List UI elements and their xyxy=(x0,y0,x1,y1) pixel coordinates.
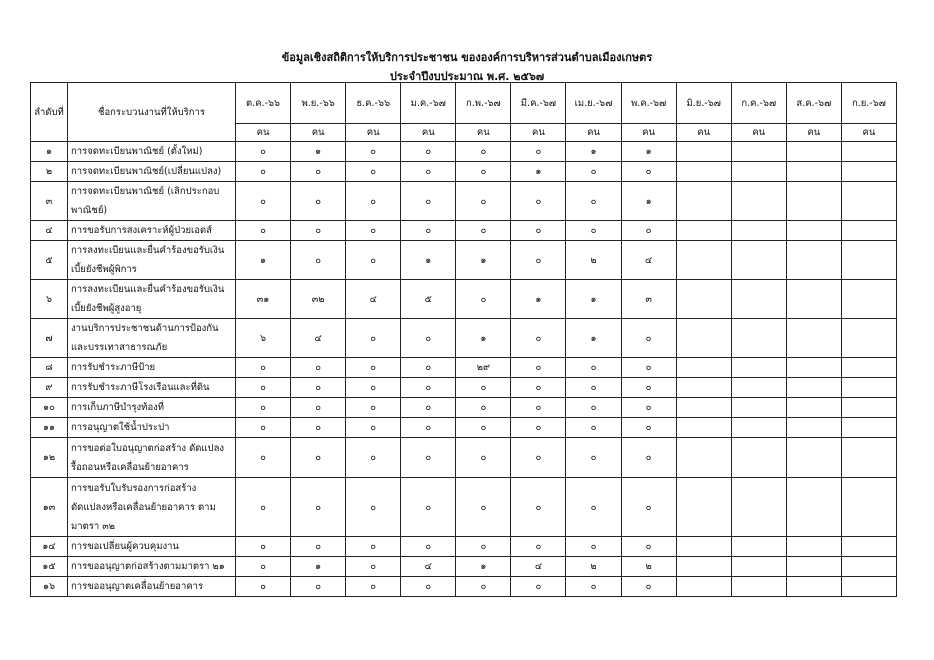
header-unit: คน xyxy=(456,124,511,142)
cell-value: ๐ xyxy=(346,319,401,358)
cell-value: ๐ xyxy=(401,162,456,182)
header-month: ธ.ค.-๖๖ xyxy=(346,83,401,124)
cell-value xyxy=(786,438,841,478)
service-name-line: การลงทะเบียนและยื่นคำร้องขอรับเงิน xyxy=(71,284,225,295)
service-name-line: การจดทะเบียนพาณิชย์(เปลี่ยนแปลง) xyxy=(71,166,222,177)
cell-value: ๐ xyxy=(511,221,566,241)
cell-value: ๐ xyxy=(236,418,291,438)
table-row xyxy=(31,319,897,358)
cell-value xyxy=(841,557,896,577)
cell-value: ๐ xyxy=(621,221,676,241)
header-month: ม.ค.-๖๗ xyxy=(401,83,456,124)
cell-value xyxy=(676,221,731,241)
cell-value xyxy=(731,557,786,577)
cell-value: ๐ xyxy=(511,241,566,280)
service-name-line: การลงทะเบียนและยื่นคำร้องขอรับเงิน xyxy=(71,245,225,256)
cell-value: ๑ xyxy=(566,280,621,319)
cell-value xyxy=(841,478,896,537)
cell-value: ๐ xyxy=(401,319,456,358)
header-index: ลำดับที่ xyxy=(31,83,68,142)
table-row xyxy=(31,221,897,241)
table-row xyxy=(31,378,897,398)
cell-value: ๔ xyxy=(291,319,346,358)
table-row xyxy=(31,182,897,221)
cell-value: ๑ xyxy=(511,162,566,182)
cell-value xyxy=(731,142,786,162)
cell-value: ๒ xyxy=(566,241,621,280)
service-name-line: เบี้ยยังชีพผู้สูงอายุ xyxy=(71,303,142,314)
cell-value: ๐ xyxy=(456,221,511,241)
cell-value: ๐ xyxy=(456,280,511,319)
cell-value xyxy=(731,537,786,557)
cell-value xyxy=(786,478,841,537)
service-name-line: การจดทะเบียนพาณิชย์ (เลิกประกอบ xyxy=(71,186,220,197)
cell-value xyxy=(731,221,786,241)
service-name-line: เบี้ยยังชีพผู้พิการ xyxy=(71,264,137,275)
cell-value xyxy=(841,358,896,378)
service-name-line: การขอรับการสงเคราะห์ผู้ป่วยเอดส์ xyxy=(71,225,212,236)
page-title: ข้อมูลเชิงสถิติการให้บริการประชาชน ขององค์การบริหารส่วนตำบลเมืองเกษตร xyxy=(281,51,653,64)
cell-value: ๑ xyxy=(401,241,456,280)
cell-value xyxy=(841,142,896,162)
row-index: ๖ xyxy=(31,280,68,319)
table-row xyxy=(31,398,897,418)
header-month: ก.ย.-๖๗ xyxy=(841,83,896,124)
row-index: ๑๕ xyxy=(31,557,68,577)
service-name-line: มาตรา ๓๒ xyxy=(71,520,115,532)
table-row xyxy=(31,280,897,319)
cell-value: ๐ xyxy=(566,378,621,398)
cell-value: ๐ xyxy=(401,142,456,162)
header-unit: คน xyxy=(621,124,676,142)
header-unit: คน xyxy=(511,124,566,142)
cell-value: ๐ xyxy=(236,162,291,182)
service-name xyxy=(68,142,236,162)
service-name-line: การรับชำระภาษีป้าย xyxy=(71,362,156,373)
service-name-line: ดัดแปลงหรือเคลื่อนย้ายอาคาร ตาม xyxy=(71,501,216,513)
header-month: มี.ค.-๖๗ xyxy=(511,83,566,124)
cell-value: ๐ xyxy=(511,537,566,557)
cell-value xyxy=(731,438,786,478)
cell-value: ๐ xyxy=(621,398,676,418)
cell-value xyxy=(731,162,786,182)
cell-value: ๐ xyxy=(236,537,291,557)
cell-value xyxy=(676,418,731,438)
row-index: ๙ xyxy=(31,378,68,398)
cell-value: ๐ xyxy=(236,378,291,398)
header-unit: คน xyxy=(291,124,346,142)
cell-value: ๑ xyxy=(291,142,346,162)
service-name xyxy=(68,398,236,418)
header-month: ก.พ.-๖๗ xyxy=(456,83,511,124)
header-unit: คน xyxy=(566,124,621,142)
service-name xyxy=(68,438,236,478)
cell-value xyxy=(786,537,841,557)
cell-value: ๐ xyxy=(456,398,511,418)
cell-value: ๐ xyxy=(456,182,511,221)
service-name xyxy=(68,241,236,280)
cell-value: ๐ xyxy=(291,438,346,478)
service-name-line: การเก็บภาษีบำรุงท้องที่ xyxy=(71,402,165,413)
cell-value xyxy=(786,142,841,162)
cell-value: ๐ xyxy=(511,358,566,378)
cell-value: ๐ xyxy=(346,162,401,182)
cell-value: ๒ xyxy=(566,557,621,577)
header-unit: คน xyxy=(401,124,456,142)
header-month: ก.ค.-๖๗ xyxy=(731,83,786,124)
cell-value xyxy=(786,358,841,378)
cell-value: ๑ xyxy=(566,142,621,162)
cell-value: ๐ xyxy=(511,378,566,398)
service-name xyxy=(68,478,236,537)
cell-value: ๐ xyxy=(511,418,566,438)
row-index: ๒ xyxy=(31,162,68,182)
cell-value: ๐ xyxy=(566,162,621,182)
service-name xyxy=(68,418,236,438)
cell-value xyxy=(841,537,896,557)
cell-value: ๐ xyxy=(291,537,346,557)
cell-value xyxy=(731,418,786,438)
cell-value: ๐ xyxy=(291,418,346,438)
cell-value: ๕ xyxy=(401,280,456,319)
table-row xyxy=(31,577,897,597)
row-index: ๓ xyxy=(31,182,68,221)
cell-value: ๐ xyxy=(566,537,621,557)
cell-value xyxy=(676,280,731,319)
cell-value: ๐ xyxy=(621,319,676,358)
cell-value xyxy=(841,398,896,418)
cell-value xyxy=(676,478,731,537)
table-row xyxy=(31,478,897,537)
row-index: ๗ xyxy=(31,319,68,358)
row-index: ๑๑ xyxy=(31,418,68,438)
cell-value: ๐ xyxy=(401,358,456,378)
cell-value: ๑ xyxy=(456,319,511,358)
cell-value: ๐ xyxy=(236,557,291,577)
cell-value: ๑ xyxy=(291,557,346,577)
row-index: ๘ xyxy=(31,358,68,378)
cell-value: ๐ xyxy=(291,358,346,378)
cell-value xyxy=(731,182,786,221)
service-name-line: การขอเปลี่ยนผู้ควบคุมงาน xyxy=(71,541,179,552)
cell-value: ๐ xyxy=(291,221,346,241)
cell-value: ๐ xyxy=(511,319,566,358)
header-month: พ.ค.-๖๗ xyxy=(621,83,676,124)
cell-value: ๖ xyxy=(236,319,291,358)
cell-value: ๒ xyxy=(621,557,676,577)
cell-value xyxy=(731,280,786,319)
cell-value: ๐ xyxy=(621,358,676,378)
row-index: ๑๖ xyxy=(31,577,68,597)
cell-value: ๐ xyxy=(566,438,621,478)
cell-value: ๐ xyxy=(291,162,346,182)
cell-value xyxy=(731,358,786,378)
cell-value xyxy=(786,241,841,280)
cell-value xyxy=(786,378,841,398)
cell-value: ๐ xyxy=(401,438,456,478)
table-row xyxy=(31,438,897,478)
table-row xyxy=(31,418,897,438)
cell-value: ๑ xyxy=(236,241,291,280)
cell-value xyxy=(731,241,786,280)
cell-value: ๔ xyxy=(511,557,566,577)
cell-value: ๔ xyxy=(346,280,401,319)
cell-value: ๐ xyxy=(401,537,456,557)
cell-value: ๐ xyxy=(456,162,511,182)
row-index: ๔ xyxy=(31,221,68,241)
cell-value xyxy=(731,398,786,418)
cell-value: ๓๑ xyxy=(236,280,291,319)
cell-value: ๐ xyxy=(346,478,401,537)
cell-value: ๐ xyxy=(236,182,291,221)
header-unit: คน xyxy=(236,124,291,142)
row-index: ๑ xyxy=(31,142,68,162)
cell-value: ๐ xyxy=(346,241,401,280)
cell-value: ๐ xyxy=(621,577,676,597)
cell-value: ๐ xyxy=(291,241,346,280)
cell-value xyxy=(786,557,841,577)
cell-value: ๐ xyxy=(236,221,291,241)
cell-value: ๐ xyxy=(621,378,676,398)
cell-value: ๐ xyxy=(621,162,676,182)
cell-value xyxy=(676,438,731,478)
cell-value: ๐ xyxy=(346,358,401,378)
cell-value xyxy=(841,577,896,597)
cell-value: ๐ xyxy=(291,478,346,537)
header-unit: คน xyxy=(841,124,896,142)
cell-value: ๐ xyxy=(456,378,511,398)
cell-value xyxy=(786,280,841,319)
service-name xyxy=(68,319,236,358)
cell-value xyxy=(786,221,841,241)
header-month: ส.ค.-๖๗ xyxy=(786,83,841,124)
cell-value: ๐ xyxy=(291,398,346,418)
cell-value: ๐ xyxy=(236,438,291,478)
cell-value xyxy=(841,418,896,438)
cell-value xyxy=(676,142,731,162)
service-name xyxy=(68,378,236,398)
cell-value: ๑ xyxy=(511,280,566,319)
header-month: มิ.ย.-๖๗ xyxy=(676,83,731,124)
cell-value: ๑ xyxy=(621,182,676,221)
service-name xyxy=(68,577,236,597)
cell-value: ๐ xyxy=(511,478,566,537)
cell-value: ๓ xyxy=(621,280,676,319)
service-name-line: การอนุญาตใช้น้ำประปา xyxy=(71,422,170,433)
service-name-line: การขอรับใบรับรองการก่อสร้าง xyxy=(71,482,197,494)
cell-value xyxy=(786,577,841,597)
header-unit: คน xyxy=(731,124,786,142)
cell-value: ๐ xyxy=(566,418,621,438)
cell-value: ๐ xyxy=(401,378,456,398)
cell-value: ๐ xyxy=(346,378,401,398)
cell-value xyxy=(786,182,841,221)
cell-value: ๐ xyxy=(566,182,621,221)
cell-value xyxy=(676,537,731,557)
cell-value xyxy=(786,319,841,358)
cell-value: ๐ xyxy=(236,478,291,537)
cell-value xyxy=(676,577,731,597)
service-name xyxy=(68,557,236,577)
cell-value: ๒๙ xyxy=(456,358,511,378)
cell-value: ๐ xyxy=(346,142,401,162)
cell-value: ๐ xyxy=(346,438,401,478)
cell-value xyxy=(676,378,731,398)
cell-value xyxy=(841,221,896,241)
service-name-line: พาณิชย์) xyxy=(71,205,108,216)
table-row xyxy=(31,537,897,557)
cell-value xyxy=(676,398,731,418)
service-name xyxy=(68,182,236,221)
cell-value: ๐ xyxy=(346,537,401,557)
cell-value xyxy=(731,577,786,597)
cell-value xyxy=(676,162,731,182)
cell-value xyxy=(841,280,896,319)
cell-value: ๐ xyxy=(401,221,456,241)
cell-value xyxy=(786,418,841,438)
cell-value xyxy=(841,319,896,358)
row-index: ๑๒ xyxy=(31,438,68,478)
cell-value: ๑ xyxy=(456,241,511,280)
cell-value: ๑ xyxy=(456,557,511,577)
cell-value: ๐ xyxy=(346,557,401,577)
cell-value: ๐ xyxy=(456,537,511,557)
header-month: ต.ค.-๖๖ xyxy=(236,83,291,124)
cell-value xyxy=(841,162,896,182)
table-row xyxy=(31,241,897,280)
cell-value xyxy=(841,182,896,221)
cell-value: ๐ xyxy=(456,577,511,597)
cell-value: ๐ xyxy=(621,438,676,478)
cell-value xyxy=(786,162,841,182)
cell-value: ๐ xyxy=(346,418,401,438)
cell-value: ๐ xyxy=(346,182,401,221)
table-row xyxy=(31,557,897,577)
cell-value: ๐ xyxy=(401,182,456,221)
cell-value: ๐ xyxy=(511,142,566,162)
header-unit: คน xyxy=(676,124,731,142)
service-name xyxy=(68,221,236,241)
cell-value: ๐ xyxy=(621,537,676,557)
cell-value: ๐ xyxy=(456,478,511,537)
row-index: ๑๓ xyxy=(31,478,68,537)
service-stats-table xyxy=(30,82,897,597)
cell-value xyxy=(676,182,731,221)
table-row xyxy=(31,358,897,378)
cell-value: ๐ xyxy=(236,398,291,418)
header-unit: คน xyxy=(786,124,841,142)
cell-value: ๑ xyxy=(566,319,621,358)
service-name-line: การรับชำระภาษีโรงเรือนและที่ดิน xyxy=(71,382,210,393)
cell-value: ๑ xyxy=(621,142,676,162)
cell-value xyxy=(676,358,731,378)
header-month: เม.ย.-๖๗ xyxy=(566,83,621,124)
cell-value: ๐ xyxy=(291,378,346,398)
cell-value: ๐ xyxy=(401,398,456,418)
service-name-line: การขอต่อใบอนุญาตก่อสร้าง ดัดแปลง xyxy=(71,442,225,454)
cell-value: ๐ xyxy=(511,182,566,221)
service-name-line: งานบริการประชาชนด้านการป้องกัน xyxy=(71,323,219,334)
cell-value xyxy=(676,319,731,358)
cell-value xyxy=(841,438,896,478)
cell-value xyxy=(731,319,786,358)
cell-value: ๐ xyxy=(621,418,676,438)
cell-value: ๐ xyxy=(401,418,456,438)
cell-value xyxy=(841,241,896,280)
cell-value: ๐ xyxy=(291,182,346,221)
cell-value: ๐ xyxy=(346,577,401,597)
cell-value: ๐ xyxy=(566,358,621,378)
cell-value: ๐ xyxy=(566,478,621,537)
service-name xyxy=(68,162,236,182)
cell-value xyxy=(841,378,896,398)
cell-value: ๐ xyxy=(566,398,621,418)
cell-value xyxy=(676,241,731,280)
cell-value: ๐ xyxy=(236,577,291,597)
cell-value: ๔ xyxy=(401,557,456,577)
service-name-line: การขออนุญาตเคลื่อนย้ายอาคาร xyxy=(71,581,204,592)
cell-value: ๔ xyxy=(621,241,676,280)
cell-value: ๐ xyxy=(236,358,291,378)
cell-value: ๐ xyxy=(401,577,456,597)
cell-value: ๐ xyxy=(456,418,511,438)
cell-value: ๐ xyxy=(346,398,401,418)
page-subtitle: ประจำปีงบประมาณ พ.ศ. ๒๕๖๗ xyxy=(389,70,545,83)
cell-value: ๐ xyxy=(236,142,291,162)
header-month: พ.ย.-๖๖ xyxy=(291,83,346,124)
cell-value: ๐ xyxy=(511,398,566,418)
cell-value: ๐ xyxy=(456,142,511,162)
service-name xyxy=(68,537,236,557)
header-service: ชื่อกระบวนงานที่ให้บริการ xyxy=(68,83,236,142)
cell-value: ๐ xyxy=(401,478,456,537)
cell-value: ๐ xyxy=(511,577,566,597)
service-name-line: การขออนุญาตก่อสร้างตามมาตรา ๒๑ xyxy=(71,561,225,572)
service-name xyxy=(68,280,236,319)
table-row xyxy=(31,162,897,182)
cell-value: ๓๒ xyxy=(291,280,346,319)
cell-value xyxy=(676,557,731,577)
cell-value: ๐ xyxy=(456,438,511,478)
row-index: ๕ xyxy=(31,241,68,280)
row-index: ๑๔ xyxy=(31,537,68,557)
service-name-line: การจดทะเบียนพาณิชย์ (ตั้งใหม่) xyxy=(71,146,203,157)
service-name-line: รื้อถอนหรือเคลื่อนย้ายอาคาร xyxy=(71,461,189,473)
cell-value: ๐ xyxy=(291,577,346,597)
cell-value: ๐ xyxy=(566,221,621,241)
header-unit: คน xyxy=(346,124,401,142)
cell-value xyxy=(786,398,841,418)
row-index: ๑๐ xyxy=(31,398,68,418)
cell-value xyxy=(731,378,786,398)
service-name-line: และบรรเทาสาธารณภัย xyxy=(71,342,168,353)
service-name xyxy=(68,358,236,378)
cell-value: ๐ xyxy=(621,478,676,537)
cell-value: ๐ xyxy=(511,438,566,478)
cell-value: ๐ xyxy=(566,577,621,597)
cell-value xyxy=(731,478,786,537)
cell-value: ๐ xyxy=(346,221,401,241)
table-row xyxy=(31,142,897,162)
